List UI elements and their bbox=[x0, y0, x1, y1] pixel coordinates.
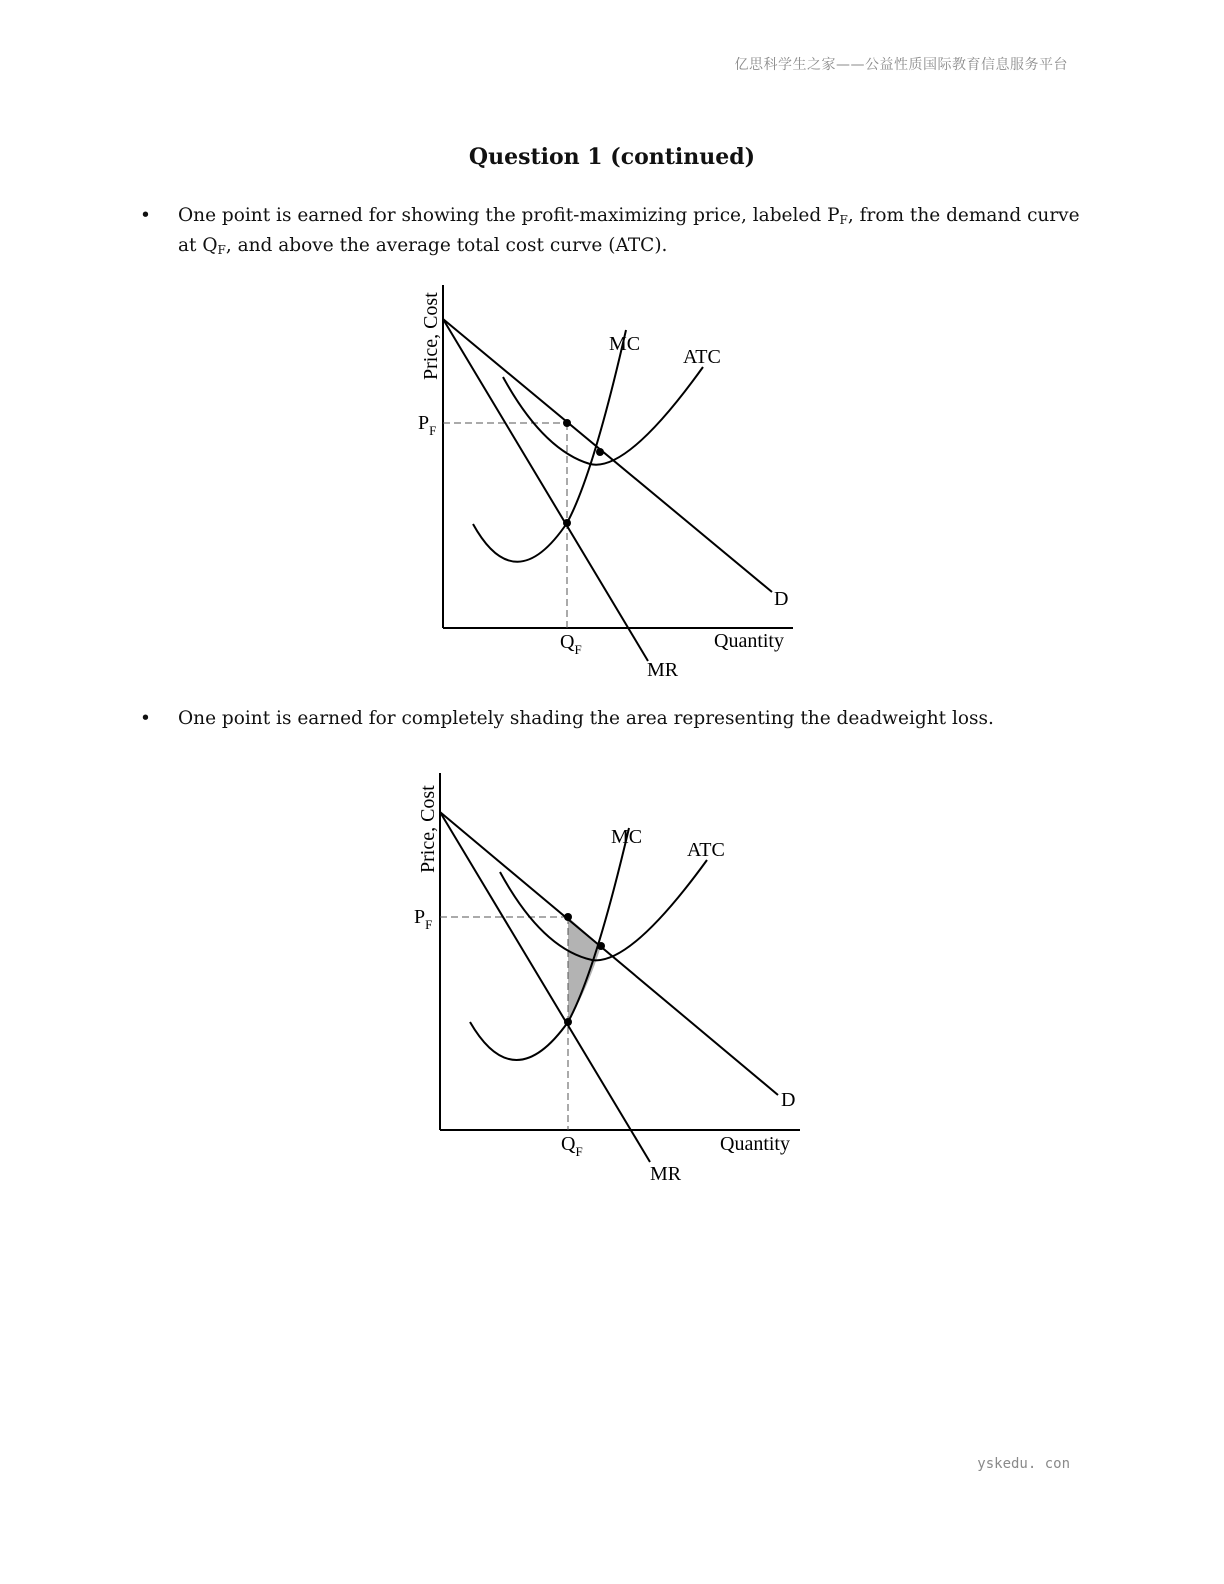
demand-curve bbox=[440, 812, 778, 1095]
x-axis-label: Quantity bbox=[720, 1133, 790, 1155]
mc-atc-point bbox=[597, 942, 605, 950]
graph-1 bbox=[405, 275, 825, 690]
y-axis-label: Price, Cost bbox=[417, 785, 439, 873]
bullet-item-1 bbox=[140, 203, 1100, 263]
mr-curve bbox=[440, 812, 650, 1162]
d-label: D bbox=[774, 588, 789, 610]
footer-watermark: yskedu. con bbox=[977, 1456, 1070, 1472]
y-axis-label: Price, Cost bbox=[420, 292, 442, 380]
mc-mr-point bbox=[563, 519, 571, 527]
bullet-marker: • bbox=[140, 205, 151, 226]
mr-label: MR bbox=[647, 659, 679, 681]
header-watermark: 亿思科学生之家——公益性质国际教育信息服务平台 bbox=[734, 57, 1068, 73]
bullet-item-2 bbox=[140, 706, 1100, 732]
mr-label: MR bbox=[650, 1163, 682, 1185]
price-label: $P_F$ bbox=[418, 412, 437, 438]
x-axis-label: Quantity bbox=[714, 630, 784, 652]
pf-point bbox=[564, 913, 572, 921]
pf-point bbox=[563, 419, 571, 427]
bullet-marker: • bbox=[140, 708, 151, 729]
mc-atc-point bbox=[596, 448, 604, 456]
bullet-text-1: One point is earned for showing the profit-maximizing price, labeled $P_F$, from the demand curve at $Q_F$, and above the average total cost curve (ATC). bbox=[178, 205, 1080, 257]
mc-label: MC bbox=[609, 333, 641, 355]
quantity-label: $Q_F$ bbox=[560, 631, 582, 657]
mc-mr-point bbox=[564, 1018, 572, 1026]
d-label: D bbox=[781, 1089, 796, 1111]
bullet-text-2: One point is earned for completely shading the area representing the deadweight loss. bbox=[178, 708, 994, 729]
mc-curve bbox=[473, 330, 626, 562]
quantity-label: $Q_F$ bbox=[561, 1133, 583, 1159]
atc-label: ATC bbox=[687, 839, 725, 861]
atc-label: ATC bbox=[683, 346, 721, 368]
page-title: Question 1 (continued) bbox=[468, 144, 756, 170]
mc-label: MC bbox=[611, 826, 643, 848]
price-label: $P_F$ bbox=[414, 906, 433, 932]
mc-curve bbox=[470, 828, 629, 1060]
graph-2 bbox=[402, 768, 832, 1193]
